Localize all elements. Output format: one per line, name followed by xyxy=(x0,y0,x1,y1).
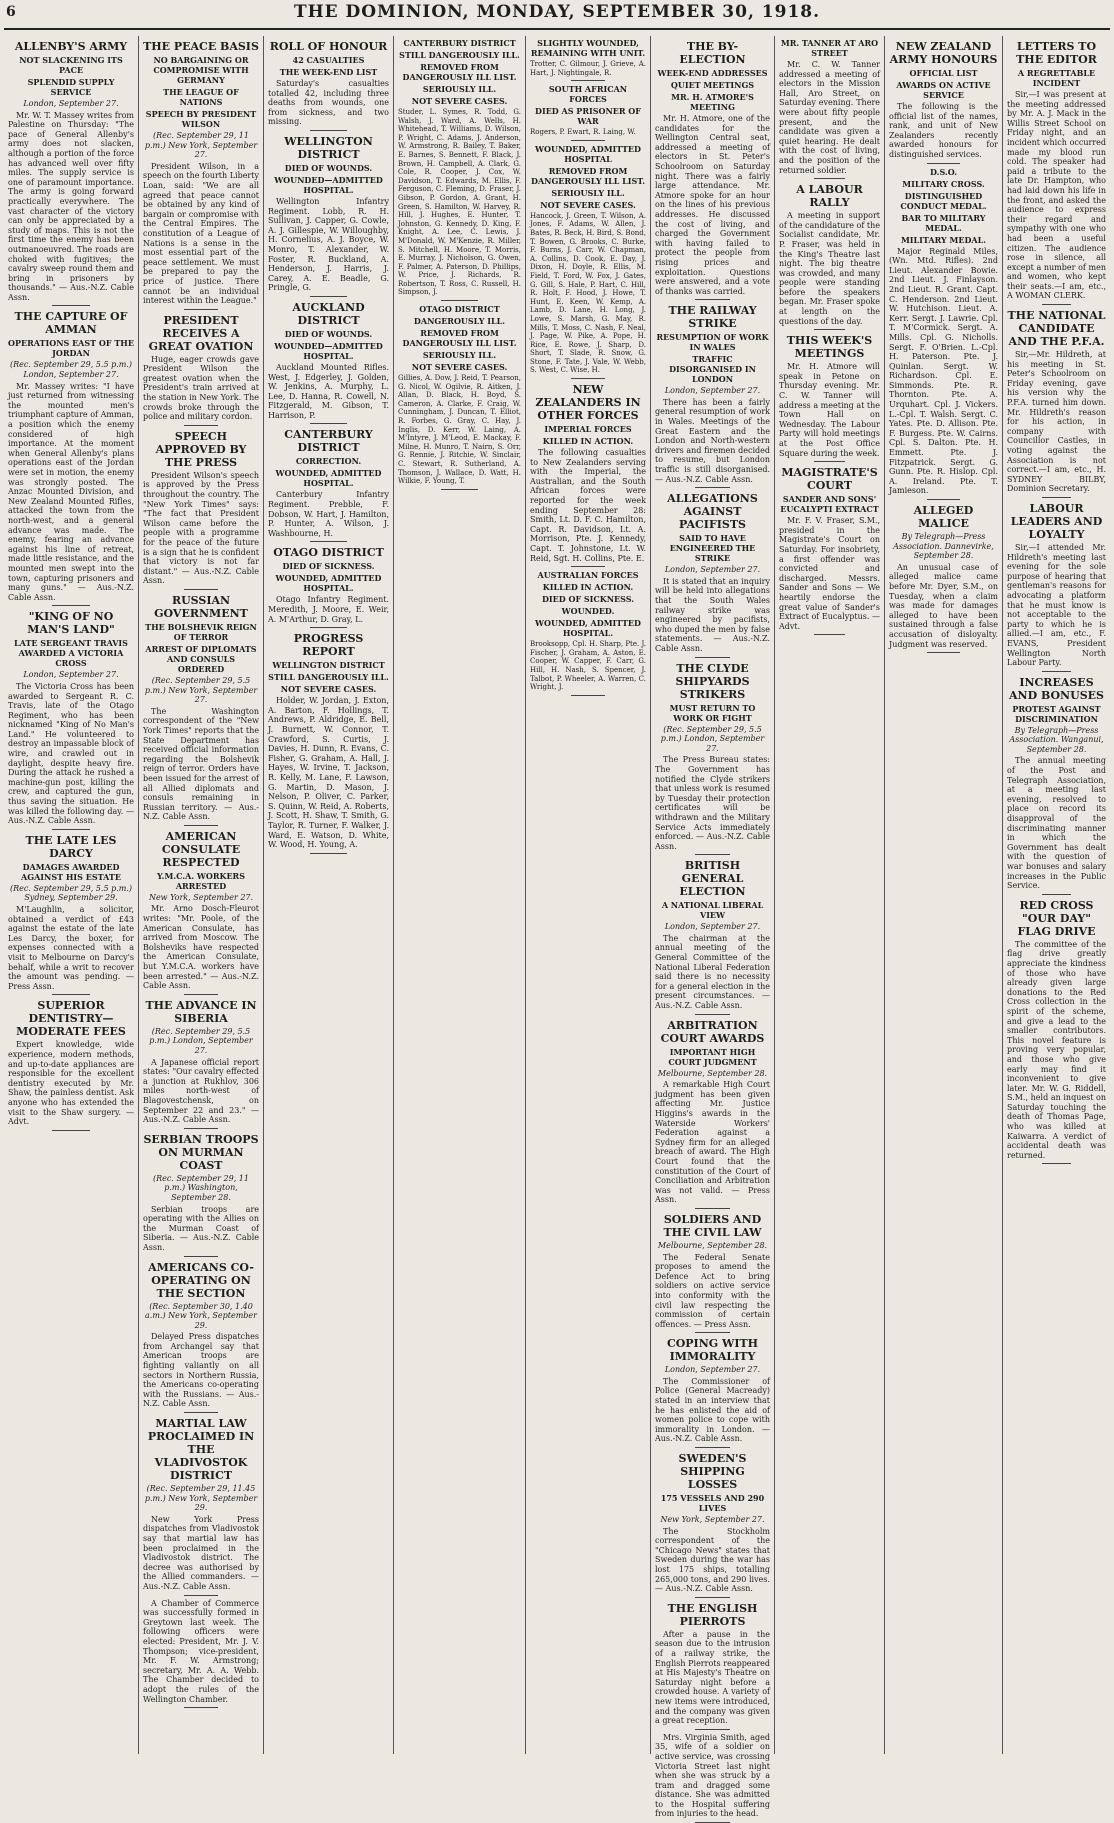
article xyxy=(1007,40,1106,305)
article-subheading: QUIET MEETINGS xyxy=(670,80,755,90)
article-dateline: New York, September 27. xyxy=(660,1515,765,1525)
article-body: Mrs. Virginia Smith, aged 35, wife of a soldier on active service, was crossing Victoria Street last night when she was struck by a tram and dragged some distance. She was admitted to the Hospital suffering from injuries to the head. xyxy=(655,1732,770,1819)
article xyxy=(143,314,259,426)
article xyxy=(143,430,259,590)
article-divider xyxy=(184,994,219,995)
article-subheading: A NATIONAL LIBERAL VIEW xyxy=(661,900,764,921)
newspaper-columns xyxy=(4,36,1110,1819)
article-body: New York Press dispatches from Vladivostok say that martial law has been proclaimed in the Vladivostok district. The decree was authorised by the Allied commanders. — Aus.-N.Z. Cable Assn. xyxy=(143,1514,259,1591)
article-divider xyxy=(184,1595,219,1596)
article-heading: AUCKLAND DISTRICT xyxy=(292,300,365,327)
article-subheading: DIED OF SICKNESS. xyxy=(282,561,375,572)
article-subheading: WEEK-END ADDRESSES xyxy=(657,68,768,78)
article-body: The Washington correspondent of the "New York Times" reports that the State Department has received official information regarding the Bolshevik reign of terror. Orders have been issued for the arrest of all Allied diplomats and consuls remaining in Russian territory. — Aus.-N.Z. Cable Assn. xyxy=(143,706,259,822)
article-body: The Commissioner of Police (General Macready) stated in an interview that he has enlisted the aid of women police to cope with immorality in London. — Aus.-N.Z. Cable Assn. xyxy=(655,1376,770,1444)
article-subheading: NOT SLACKENING ITS PACE xyxy=(19,55,123,75)
article-divider xyxy=(310,541,346,542)
article-subheading: CANTERBURY DISTRICT xyxy=(403,38,516,48)
article xyxy=(655,1452,770,1598)
article-heading: THE PEACE BASIS xyxy=(143,40,259,53)
article-divider xyxy=(310,130,346,131)
article-divider xyxy=(571,140,606,141)
article-body: The committee of the flag drive greatly appreciate the kindness of those who have already given large donations to the Red Cross collection in the spirit of the scheme, and give a lead to the smaller contributors. This novel feature is proving very popular, and those who give early may find it inconvenient to give later. Mr. W. G. Riddell, S.M., held an inquest on Saturday touching the death of Thomas Page, who was killed at Kaiwarra. A verdict of accidental death was returned. xyxy=(1007,939,1106,1160)
article-divider xyxy=(310,423,346,424)
article-subheading: IMPERIAL FORCES xyxy=(544,424,632,435)
article xyxy=(143,594,259,826)
article-subheading: OFFICIAL LIST xyxy=(909,68,978,78)
article-dateline: (Rec. September 29, 11.45 p.m.) New York, September 29. xyxy=(144,1484,258,1513)
article-subheading: SPEECH BY PRESIDENT WILSON xyxy=(145,109,257,129)
article-subheading: LATE SERGEANT TRAVIS AWARDED A VICTORIA CROSS xyxy=(14,638,128,669)
article-body: Auckland Mounted Rifles. West, J. Edgerley, J. Golden, W. Jenkins, A. Murphy, L. Lee, D. Hanna, R. Cowell, N. Fitzgerald, M. Gibson, T. Harrison, P. xyxy=(268,362,389,420)
article-divider xyxy=(695,1332,730,1333)
article-divider xyxy=(571,378,606,379)
article xyxy=(530,38,646,81)
article-subheading: WOUNDED, ADMITTED HOSPITAL. xyxy=(275,468,382,489)
article-heading: THE CLYDE SHIPYARDS STRIKERS xyxy=(675,661,750,701)
article-subheading: NOT SEVERE CASES. xyxy=(540,199,636,210)
article-subheading: A REGRETTABLE INCIDENT xyxy=(1017,68,1096,88)
article-heading: AMERICANS CO-OPERATING ON THE SECTION xyxy=(148,1260,254,1300)
article-divider xyxy=(184,589,219,590)
article-heading: SERBIAN TROOPS ON MURMAN COAST xyxy=(143,1132,259,1172)
article-body: Huge, eager crowds gave President Wilson the greatest ovation when the President's train arrived at the station in New York. The crowds broke through the police and military cordon. xyxy=(143,354,259,422)
article xyxy=(143,999,259,1129)
article xyxy=(530,383,646,567)
article-subheading: SERIOUSLY ILL. xyxy=(551,187,625,198)
article xyxy=(1007,502,1106,672)
article xyxy=(1007,899,1106,1165)
article-subheading: BAR TO MILITARY MEDAL. xyxy=(901,212,986,233)
article xyxy=(8,310,134,606)
article-divider xyxy=(52,994,90,995)
article-heading: SUPERIOR DENTISTRY—MODERATE FEES xyxy=(16,999,126,1039)
article-body: Wellington Infantry Regiment. Lobb, R. H. Sullivan, J. Capper, G. Cowle, A. J. Gillespie, W. Willoughby, H. Cornelius, A. J. Boyce, W. Monro, T. Alexander, W. Foster, R. Buckland, A. Henderson, J. Harris, J. Carey, A. E. Beadle, G. Pringle, G. xyxy=(268,196,389,293)
newspaper-column xyxy=(651,36,775,1819)
article-heading: THE ENGLISH PIERROTS xyxy=(667,1601,758,1628)
article-body: Rogers, P. Ewart, R. Laing, W. xyxy=(530,128,636,137)
article-dateline: (Rec. September 30, 1.40 a.m.) New York, September 29. xyxy=(145,1301,257,1330)
article-subheading: 42 CASUALTIES xyxy=(292,55,365,65)
article-subheading: OTAGO DISTRICT xyxy=(419,304,500,315)
article-subheading: PROTEST AGAINST DISCRIMINATION xyxy=(1012,703,1101,724)
article-body: The Victoria Cross has been awarded to Sergeant R. C. Travis, late of the Otago Regiment, who has been nicknamed "King of No Man's Land." He volunteered to destroy an impassable block of wire, and crawled out in daylight, despite heavy fire. During the attack he rushed a machine-gun post, killing the crew, and captured the gun, thus saving the situation. He was killed the following day. — Aus.-N.Z. Cable Assn. xyxy=(8,681,134,826)
masthead-rule xyxy=(4,28,1110,30)
article-dateline: London, September 27. xyxy=(664,922,761,932)
article-body: Brooksopp, Cpl. H. Sharp, Pte. J. Fischer, J. Graham, A. Aston, E. Cooper, W. Capper, F. Carr, G. Hill, H. Nash, S. Spencer, J. Talbot, P. Wheeler, A. Warren, C. Wright, J. xyxy=(530,640,646,692)
article xyxy=(655,1337,770,1448)
article-heading: CANTERBURY DISTRICT xyxy=(284,428,373,455)
newspaper-column xyxy=(885,36,1003,1754)
article-heading: BRITISH GENERAL ELECTION xyxy=(679,859,746,899)
article xyxy=(530,570,646,696)
article-heading: RUSSIAN GOVERNMENT xyxy=(154,593,248,620)
newspaper-column xyxy=(139,36,264,1754)
article-subheading: MILITARY CROSS. xyxy=(902,178,985,189)
article-subheading: STILL DANGEROUSLY ILL. xyxy=(268,672,389,683)
article-divider xyxy=(571,566,606,567)
article-divider xyxy=(310,853,346,854)
article-dateline: Melbourne, September 28. xyxy=(657,1240,768,1250)
article-subheading: DANGEROUSLY ILL. xyxy=(413,316,506,327)
article xyxy=(655,1213,770,1333)
article-subheading: SAID TO HAVE ENGINEERED THE STRIKE xyxy=(669,533,756,564)
article-heading: THE ADVANCE IN SIBERIA xyxy=(145,998,257,1025)
article-heading: OTAGO DISTRICT xyxy=(273,546,384,560)
article-divider xyxy=(310,627,346,628)
article-heading: MAGISTRATE'S COURT xyxy=(781,466,878,493)
masthead xyxy=(0,0,1114,34)
page-number: 6 xyxy=(6,4,16,20)
article-body: M'Laughlin, a solicitor, obtained a verdict of £43 against the estate of the late Les Darcy, the boxer, for expenses connected with a visit to Melbourne on Darcy's behalf, while a writ to recover the amount was pending. — Press Assn. xyxy=(8,905,134,991)
article-dateline: New York, September 27. xyxy=(148,892,254,902)
article-divider xyxy=(814,329,844,330)
article-subheading: THE BOLSHEVIK REIGN OF TERROR xyxy=(145,621,257,642)
article xyxy=(143,1599,259,1709)
article-subheading: 175 VESSELS AND 290 LIVES xyxy=(660,1493,765,1514)
article-body: President Wilson's speech is approved by the Press throughout the country. The "New York Times" says: "The fact that President Wilson came before the people with a programme for the peace of the future is a sign that he is confident that victory is not far distant." — Aus.-N.Z. Cable Assn. xyxy=(143,470,259,586)
article-body: The following casualties to New Zealanders serving with the Imperial, the Australian, and the South African forces were reported for the week ending September 28: Smith, Lt. D. F. C. Hamilton, Capt. R. Davidson, Lt. A. Morrison, Pte. J. Kennedy, Capt. T. Johnstone, Lt. W. Reid, Sgt. H. Collins, Pte. E. xyxy=(530,448,646,563)
article-body: Serbian troops are operating with the Allies on the Murman Coast of Siberia. — Aus.-N.Z. Cable Assn. xyxy=(143,1204,259,1252)
article xyxy=(779,38,880,179)
article-divider xyxy=(184,825,219,826)
article-heading: WELLINGTON DISTRICT xyxy=(284,134,373,161)
article-body: Saturday's casualties totalled 42, including three deaths from wounds, one from sickness, and two missing. xyxy=(268,79,389,127)
article-divider xyxy=(1042,894,1072,895)
article xyxy=(268,428,389,542)
article-heading: NEW ZEALANDERS IN OTHER FORCES xyxy=(535,383,641,423)
article-subheading: DIED OF WOUNDS. xyxy=(284,328,373,339)
article-heading: ARBITRATION COURT AWARDS xyxy=(660,1018,765,1045)
article-divider xyxy=(184,425,219,426)
article-subheading: AWARDS ON ACTIVE SERVICE xyxy=(896,80,991,100)
newspaper-column xyxy=(1003,36,1110,1754)
article xyxy=(143,1133,259,1257)
article-body: A Japanese official report states: "Our cavalry effected a junction at Rukhlov, 306 miles north-west of Blagovestchensk, on September 22 and 23." — Aus.-N.Z. Cable Assn. xyxy=(143,1057,259,1125)
article xyxy=(889,40,998,164)
article-divider xyxy=(52,305,90,306)
article-subheading: MUST RETURN TO WORK OR FIGHT xyxy=(669,702,756,723)
article xyxy=(530,84,646,141)
article-heading: LETTERS TO THE EDITOR xyxy=(1016,40,1097,66)
article-subheading: CORRECTION. xyxy=(295,456,362,467)
article-body: Delayed Press dispatches from Archangel say that American troops are fighting valiantly on all sectors in Northern Russia, the Americans co-operating with the Russians. — Aus.-N.Z. Cable Assn. xyxy=(143,1332,259,1409)
article-subheading: DIED OF SICKNESS. xyxy=(541,594,635,605)
article-body: Major Reginald Miles, (Wn. Mtd. Rifles). 2nd Lieut. Alexander Bowie. 2nd Lieut. J. Finlayson. 2nd Lieut. R. Grant. Capt. C. Henderson. 2nd Lieut. W. Hutchison. Lieut. A. Kerr. Sergt. J. Lawrie. Cpl. T. M'Cormick. Sergt. A. Mills. Cpl. G. Nicholls. Sergt. F. O'Brien. L.-Cpl. H. Paterson. Pte. J. Quinlan. Sergt. W. Richardson. Cpl. E. Simmonds. Pte. R. Thornton. Pte. A. Urquhart. Cpl. J. Vickers. L.-Cpl. T. Walsh. Sergt. C. Yates. Pte. D. Allison. Pte. F. Burgess. Pte. W. Cairns. Cpl. S. Dalton. Pte. H. Emmett. Pte. J. Fitzpatrick. Sergt. G. Gunn. Pte. R. Hislop. Cpl. A. Ireland. Pte. T. Jamieson. xyxy=(889,246,998,496)
article-dateline: By Telegraph—Press Association. Wanganui, September 28. xyxy=(1009,725,1104,754)
article xyxy=(143,830,259,995)
article xyxy=(779,183,880,330)
article-heading: THE BY-ELECTION xyxy=(679,40,746,66)
article-subheading: KILLED IN ACTION. xyxy=(542,436,634,447)
article-divider xyxy=(695,657,730,658)
article-subheading: WOUNDED, ADMITTED HOSPITAL. xyxy=(535,618,641,639)
article-subheading: REMOVED FROM DANGEROUSLY ILL LIST. xyxy=(531,165,645,186)
article-divider xyxy=(1042,1163,1072,1164)
article-heading: INCREASES AND BONUSES xyxy=(1009,675,1104,702)
newspaper-column xyxy=(4,36,139,1754)
article-subheading: REMOVED FROM DANGEROUSLY ILL LIST. xyxy=(402,328,517,349)
article-dateline: (Rec. September 29, 11 p.m.) Washington, September 28. xyxy=(153,1173,249,1202)
article xyxy=(655,662,770,856)
article-body: President Wilson, in a speech on the fourth Liberty Loan, said: "We are all agreed that peace cannot be obtained by any kind of bargain or compromise with the Central Empires. The constitution of a League of Nations is a sense in the most essential part of the peace settlement. We must be prepared to pay the price of justice. There cannot be an individual interest within the League." xyxy=(143,161,259,306)
article-divider xyxy=(441,489,478,490)
article-divider xyxy=(695,487,730,488)
newspaper-column xyxy=(526,36,651,1754)
article-body: There has been a fairly general resumption of work in Wales. Meetings of the Great Eastern and the London and North-western drivers and firemen decided to resume, but London traffic is still disorganised. — Aus.-N.Z. Cable Assn. xyxy=(655,397,770,484)
article-subheading: WELLINGTON DISTRICT xyxy=(272,660,385,671)
article-subheading: SANDER AND SONS' EUCALYPTI EXTRACT xyxy=(780,494,879,515)
article xyxy=(655,1602,770,1730)
article-subheading: DAMAGES AWARDED AGAINST HIS ESTATE xyxy=(21,861,121,882)
article-body: Sir,—I was present at the meeting addressed by Mr. A. J. Mack in the Willis Street School on Friday night, and an incident which occurred made my blood run cold. The speaker had paid a tribute to the late Dr. Hampton, who had laid down his life in the front, and asked the audience to express their regard and sympathy with one who had been a useful citizen. The audience rose in silence, all except a number of men and women, who kept their seats.—I am, etc., A WOMAN CLERK. xyxy=(1007,90,1106,301)
article-divider xyxy=(52,605,90,606)
article-dateline: London, September 27. xyxy=(23,670,119,680)
newspaper-column xyxy=(264,36,394,1754)
article xyxy=(8,834,134,996)
article-divider xyxy=(695,1208,730,1209)
article-subheading: NOT SEVERE CASES. xyxy=(411,96,508,106)
article-divider xyxy=(184,1412,219,1413)
article-body: A Chamber of Commerce was successfully formed in Greytown last week. The following officers were elected: President, Mr. J. V. Thompson; vice-president, Mr. F. W. Armstrong; secretary, Mr. A. A. Webb. The Chamber decided to adopt the rules of the Wellington Chamber. xyxy=(143,1598,259,1704)
article-subheading: WOUNDED, ADMITTED HOSPITAL xyxy=(535,143,641,164)
article-body: Studer, L. Symes, R. Todd, G. Walsh, J. Ward, A. Wells, H. Whitehead, T. Williams, D. Wilson, P. Wright, C. Adams, J. Anderson, W. Armstrong, R. Bailey, T. Baker, E. Barnes, S. Bennett, F. Black, J. Brown, H. Campbell, A. Clark, G. Cole, R. Cooper, J. Cox, W. Davidson, T. Edwards, M. Ellis, F. Ferguson, C. Fleming, D. Fraser, J. Gibson, P. Gordon, A. Grant, H. Green, S. Hamilton, W. Harvey, R. Hill, J. Hughes, E. Hunter, T. Johnston, G. Kennedy, D. King, F. Knight, A. Lee, C. Lewis, J. M'Donald, W. M'Kenzie, R. Miller, S. Mitchell, H. Moore, T. Morris, E. Murray, J. Nicholson, G. Owen, F. Palmer, A. Paterson, D. Phillips, W. Price, J. Richards, R. Robertson, T. Ross, C. Russell, H. Simpson, J. xyxy=(398,108,521,297)
article-divider xyxy=(695,1729,730,1730)
article-subheading: MR. TANNER AT ARO STREET xyxy=(780,38,879,58)
article-heading: ALLEGED MALICE xyxy=(913,504,974,530)
article-divider xyxy=(927,163,960,164)
article-body: Canterbury Infantry Regiment. Prebble, F. Dobson, W. Hart, J. Hamilton, P. Hunter, A. Wilson, J. Washbourne, H. xyxy=(268,490,389,538)
article-subheading: KILLED IN ACTION. xyxy=(542,582,634,593)
article-body: Otago Infantry Regiment. Meredith, J. Moore, E. Weir, A. M'Arthur, D. Gray, L. xyxy=(268,595,389,624)
article-body: A remarkable High Court judgment has been given affecting Mr. Justice Higgins's awards in the Waterside Workers' Federation against a Sydney firm for an alleged breach of award. The High Court found that the constitution of the Court of Conciliation and Arbitration was not valid. — Press Assn. xyxy=(655,1080,770,1205)
article-subheading: WOUNDED—ADMITTED HOSPITAL. xyxy=(274,340,383,361)
article-subheading: THE WEEK-END LIST xyxy=(279,67,378,77)
article-body: A meeting in support of the candidature of the Socialist candidate, Mr. P. Fraser, was held in the King's Theatre last night. The big theatre was crowded, and many people were standing before the speakers began. Mr. Fraser spoke at length on the questions of the day. xyxy=(779,211,880,326)
article-body: Hancock, J. Green, T. Wilson, A. Jones, F. Adams, W. Allen, J. Bates, R. Beck, H. Bird, S. Bond, T. Bowen, G. Brooks, C. Burke, F. Burns, J. Carr, W. Chapman, A. Collins, D. Cook, E. Day, J. Dixon, H. Doyle, R. Ellis, M. Field, T. Ford, W. Fox, J. Gates, G. Gill, S. Hale, P. Hart, C. Hill, R. Holt, F. Hood, J. Howe, T. Hunt, E. Keen, W. Kemp, A. Lamb, D. Lane, H. Long, J. Lowe, S. Marsh, G. May, R. Mills, T. Moss, C. Nash, F. Neal, J. Page, W. Pike, A. Pope, H. Rice, E. Rowe, J. Sharp, D. Short, T. Slade, R. Snow, G. Stone, F. Tate, J. Vale, W. Webb, S. West, C. Wise, H. xyxy=(530,211,646,375)
article xyxy=(655,1019,770,1209)
article-heading: ROLL OF HONOUR xyxy=(269,40,388,53)
article-heading: MARTIAL LAW PROCLAIMED IN THE VLADIVOSTOK DISTRICT xyxy=(147,1417,255,1483)
article-divider xyxy=(814,461,844,462)
article-subheading: TRAFFIC DISORGANISED IN LONDON xyxy=(669,354,756,385)
article-body: Mr. W. T. Massey writes from Palestine on Thursday: "The pace of General Allenby's army does not slacken, although a portion of the force has advanced well over fifty miles. The supply service is one of paramount importance. The army is going forward practically everywhere. The vast character of the victory can only be appreciated by a study of maps. This is not the first time the enemy has been outmanoeuvred. The roads are choked with fugitives; the cavalry sweep round them and bring in prisoners by thousands." — Aus.-N.Z. Cable Assn. xyxy=(8,110,134,302)
article xyxy=(268,301,389,425)
article-subheading: SLIGHTLY WOUNDED, REMAINING WITH UNIT. xyxy=(530,38,646,58)
article-divider xyxy=(927,499,960,500)
article-body: Mr. H. Atmore will speak in Petone on Thursday evening. Mr. C. W. Tanner will address a meeting at the Town Hall on Wednesday. The Labour Party will hold meetings at the Post Office Square during the week. xyxy=(779,362,880,458)
article-divider xyxy=(814,178,844,179)
article xyxy=(8,40,134,306)
article-heading: PROGRESS REPORT xyxy=(293,632,364,659)
article-dateline: London, September 27. xyxy=(664,565,761,575)
article-body: Mr. F. V. Fraser, S.M., presided in the Magistrate's Court on Saturday. For insobriety, a first offender was convicted and discharged. Messrs. Sander and Sons — We heartily endorse the great value of Sander's Extract of Eucalyptus. — Advt. xyxy=(779,516,880,631)
article xyxy=(655,1733,770,1823)
article xyxy=(268,40,389,131)
article-heading: ALLEGATIONS AGAINST PACIFISTS xyxy=(667,492,758,532)
article-subheading: NOT SEVERE CASES. xyxy=(280,684,377,695)
article xyxy=(8,610,134,830)
article-divider xyxy=(695,1014,730,1015)
article xyxy=(655,859,770,1014)
article xyxy=(889,167,998,500)
article-divider xyxy=(184,309,219,310)
article-body: After a pause in the season due to the intrusion of a railway strike, the English Pierrots reappeared at His Majesty's Theatre on Saturday night before a crowded house. A variety of new items were introduced, and the company was given a great reception. xyxy=(655,1629,770,1726)
article-body: Mr. H. Atmore, one of the candidates for the Wellington Central seat, addressed a meeting of electors in St. Peter's Schoolroom on Saturday night. There was a fairly large attendance. Mr. Atmore spoke for an hour on the lines of his previous addresses. He discussed the cost of living, and charged the Government with having failed to protect the people from rising prices and exploitation. Questions were answered, and a vote of thanks was carried. xyxy=(655,114,770,296)
article-body: The Federal Senate proposes to amend the Defence Act to bring soldiers on active service into conformity with the civil law respecting the commission of certain offences. — Press Assn. xyxy=(655,1252,770,1329)
article-subheading: MR. H. ATMORE'S MEETING xyxy=(671,92,754,112)
article-divider xyxy=(1042,304,1072,305)
article-divider xyxy=(310,296,346,297)
article-heading: THE CAPTURE OF AMMAN xyxy=(14,310,128,337)
article-subheading: NOT SEVERE CASES. xyxy=(411,362,508,373)
article xyxy=(530,144,646,379)
article-subheading: STILL DANGEROUSLY ILL. xyxy=(399,50,520,60)
article-body: The Press Bureau states: The Government has notified the Clyde strikers that unless work is resumed by Tuesday their protection certificates will be withdrawn and the Military Service Acts immediately enforced. — Aus.-N.Z. Cable Assn. xyxy=(655,755,770,851)
article-subheading: MILITARY MEDAL. xyxy=(900,234,987,245)
article-dateline: London, September 27. xyxy=(23,99,119,108)
article-dateline: (Rec. September 29, 11 p.m.) New York, September 27. xyxy=(144,131,258,160)
article-divider xyxy=(52,1130,90,1131)
newspaper-column xyxy=(775,36,885,1754)
article-heading: "KING OF NO MAN'S LAND" xyxy=(27,610,115,637)
article-subheading: D.S.O. xyxy=(930,166,957,177)
article-heading: RED CROSS "OUR DAY" FLAG DRIVE xyxy=(1017,898,1096,938)
article xyxy=(655,492,770,657)
article xyxy=(655,40,770,300)
article-subheading: AUSTRALIAN FORCES xyxy=(537,570,639,581)
article-body: The following is the official list of the names, rank, and unit of New Zealanders recently awarded honours for distinguished services. xyxy=(889,102,998,159)
article-divider xyxy=(441,300,478,301)
article xyxy=(1007,676,1106,895)
article-body: Mr. C. W. Tanner addressed a meeting of electors in the Mission Hall, Aro Street, on Saturday evening. There were about fifty people present, and the candidate was given a quiet hearing. He dealt with the cost of living, and the position of the returned soldier. xyxy=(779,60,880,175)
article-body: The Stockholm correspondent of the "Chicago News" states that Sweden during the war has lost 175 ships, totalling 265,000 tons, and 290 lives. — Aus.-N.Z. Cable Assn. xyxy=(655,1526,770,1594)
article-body: Holder, W. Jordan, J. Exton, A. Barton, F. Hollings, T. Andrews, P. Aldridge, E. Bell, J. Burnett, W. Connor, T. Crawford, S. Curtis, J. Davies, H. Dunn, R. Evans, C. Fisher, G. Graham, A. Hall, J. Hayes, W. Irvine, T. Jackson, R. Kelly, M. Lane, F. Lawson, G. Martin, D. Mason, J. Nelson, P. Oliver, C. Parker, S. Quinn, W. Reid, A. Roberts, J. Scott, H. Shaw, T. Smith, G. Taylor, R. Turner, F. Walker, J. Ward, E. Watson, D. White, W. Wood, H. Young, A. xyxy=(268,696,389,850)
article-subheading: IMPORTANT HIGH COURT JUDGMENT xyxy=(668,1046,757,1067)
article-body: Gillies, A. Dow, J. Reid, T. Pearson, G. Nicol, W. Ogilvie, R. Aitken, J. Allan, D. Black, H. Boyd, S. Cameron, A. Clarke, F. Craig, W. Cunningham, J. Duncan, T. Elliot, R. Forbes, G. Gray, C. Hay, J. Inglis, D. Kerr, W. Laing, A. M'Intyre, J. M'Leod, E. Mackay, F. Milne, H. Munro, T. Nairn, S. Orr, G. Rennie, J. Ritchie, W. Sinclair, C. Stewart, R. Sutherland, A. Thomson, J. Wallace, D. Watt, H. Wilkie, F. Young, T. xyxy=(398,374,521,486)
article-body: The annual meeting of the Post and Telegraph Association, at a meeting last evening, resolved to place on record its disapproval of the discriminating manner in which the Government has dealt with the question of war bonuses and salary increases in the Public Service. xyxy=(1007,756,1106,891)
article-subheading: DIED OF WOUNDS. xyxy=(284,162,373,173)
article-body: Trotter, C. Gilmour, J. Grieve, A. Hart, J. Nightingale, R. xyxy=(530,60,646,77)
article-subheading: WOUNDED—ADMITTED HOSPITAL. xyxy=(274,174,383,195)
article-divider xyxy=(1042,671,1072,672)
article-divider xyxy=(571,695,606,696)
article xyxy=(398,38,521,301)
article xyxy=(268,546,389,628)
article-subheading: SOUTH AFRICAN FORCES xyxy=(548,84,628,105)
article-subheading: WOUNDED, ADMITTED HOSPITAL. xyxy=(275,573,382,594)
article-heading: SOLDIERS AND THE CIVIL LAW xyxy=(663,1212,762,1239)
article-heading: SPEECH APPROVED BY THE PRESS xyxy=(155,429,247,469)
article-divider xyxy=(814,634,844,635)
article-dateline: London, September 27. xyxy=(664,1365,761,1375)
article-divider xyxy=(184,1128,219,1129)
article-divider xyxy=(1042,497,1072,498)
article xyxy=(779,334,880,462)
article-body: Sir,—Mr. Hildreth, at his meeting in St. Peter's Schoolroom on Friday evening, gave his version why the P.F.A. turned him down. Mr. Hildreth's reason for his action, in company with Councillor Castles, in voting against the Association is not correct.—I am, etc., H. SYDNEY BILBY, Dominion Secretary. xyxy=(1007,350,1106,494)
article xyxy=(1007,309,1106,498)
article xyxy=(268,632,389,854)
article-subheading: THE LEAGUE OF NATIONS xyxy=(163,87,239,107)
article-subheading: DIED AS PRISONER OF WAR xyxy=(535,106,641,127)
article-dateline: (Rec. September 29, 5.5 p.m.) London, September 27. xyxy=(660,724,765,753)
article-dateline: (Rec. September 29, 5.5 p.m.) New York, September 27. xyxy=(144,675,258,705)
article-dateline: (Rec. September 29, 5.5 p.m.) London, September 27. xyxy=(149,1026,253,1055)
article-dateline: (Rec. September 29, 5.5 p.m.) Sydney, September 29. xyxy=(10,883,132,903)
article-subheading: SERIOUSLY ILL. xyxy=(422,84,497,94)
article-subheading: ARREST OF DIPLOMATS AND CONSULS ORDERED xyxy=(145,643,257,674)
article-subheading: Y.M.C.A. WORKERS ARRESTED xyxy=(157,870,245,891)
article-dateline: (Rec. September 29, 5.5 p.m.) London, September 27. xyxy=(10,360,132,380)
article-heading: LABOUR LEADERS AND LOYALTY xyxy=(1010,501,1103,541)
article-heading: THE RAILWAY STRIKE xyxy=(668,304,757,331)
article xyxy=(398,304,521,490)
article-heading: SWEDEN'S SHIPPING LOSSES xyxy=(678,1452,747,1492)
article xyxy=(889,504,998,653)
article-divider xyxy=(184,1256,219,1257)
article-subheading: NO BARGAINING OR COMPROMISE WITH GERMANY xyxy=(153,55,249,85)
article-divider xyxy=(184,1707,219,1708)
newspaper-column xyxy=(394,36,526,1754)
article xyxy=(143,1417,259,1596)
article-heading: PRESIDENT RECEIVES A GREAT OVATION xyxy=(148,313,254,353)
article-subheading: REMOVED FROM DANGEROUSLY ILL LIST. xyxy=(402,62,517,82)
article xyxy=(655,304,770,488)
article-subheading: SERIOUSLY ILL. xyxy=(422,350,497,361)
article-body: Expert knowledge, wide experience, modern methods, and up-to-date appliances are responsible for the excellent dentistry executed by Mr. Shaw, the painless dentist. Ask anyone who has extended the visit to the Shaw surgery. — Advt. xyxy=(8,1040,134,1127)
article-body: Mr. Massey writes: "I have just returned from witnessing the mounted men's triumphant capture of Amman, a position which the enemy considered of high importance. At the moment when General Allenby's plans operations east of the Jordan were set in motion, the enemy was strongly posted. The Anzac Mounted Division, and New Zealand Mounted Rifles, attacked the town from the north-west, and a general advance was made. The enemy, fearing an advance against his line of retreat, made little resistance, and the mounted men swept into the town, capturing prisoners and many guns." — Aus.-N.Z. Cable Assn. xyxy=(8,381,134,602)
article-divider xyxy=(695,854,730,855)
article-heading: A LABOUR RALLY xyxy=(796,183,863,210)
article-subheading: OPERATIONS EAST OF THE JORDAN xyxy=(8,338,134,359)
article-divider xyxy=(695,1447,730,1448)
article-divider xyxy=(927,652,960,653)
article xyxy=(268,135,389,297)
article-heading: COPING WITH IMMORALITY xyxy=(666,1337,759,1364)
article-divider xyxy=(695,1597,730,1598)
article-heading: THE LATE LES DARCY xyxy=(25,833,117,860)
article-subheading: WOUNDED. xyxy=(561,606,615,617)
article-heading: THIS WEEK'S MEETINGS xyxy=(786,334,873,361)
article-heading: NEW ZEALAND ARMY HONOURS xyxy=(889,40,998,66)
article xyxy=(779,466,880,635)
article-subheading: DISTINGUISHED CONDUCT MEDAL. xyxy=(900,190,987,211)
article-divider xyxy=(695,299,730,300)
article-divider xyxy=(52,829,90,830)
article-body: It is stated that an inquiry will be held into allegations that the South Wales railway strike was engineered by pacifists, who duped the men by false statements. — Aus.-N.Z. Cable Assn. xyxy=(655,576,770,653)
article-subheading: RESUMPTION OF WORK IN WALES xyxy=(656,332,769,353)
article-dateline: By Telegraph—Press Association. Dannevirke, September 28. xyxy=(893,532,994,561)
article-subheading: SPLENDID SUPPLY SERVICE xyxy=(27,77,115,97)
article-body: Sir,—I attended Mr. Hildreth's meeting last evening for the sole purpose of hearing that gentleman's reasons for advocating a platform that he must know is not acceptable to the party to which he is allied.—I am, etc., F. EVANS, President Wellington North Labour Party. xyxy=(1007,542,1106,668)
article-heading: AMERICAN CONSULATE RESPECTED xyxy=(161,829,241,869)
article-body: An unusual case of alleged malice came before Mr. Dyer, S.M., on Tuesday, when a claim was made for damages alleged to have been sustained through a false accusation of disloyalty. Judgment was reserved. xyxy=(889,562,998,649)
article-body: Mr. Arno Dosch-Fleurot writes: "Mr. Poole, of the American Consulate, has arrived from Moscow. The Bolsheviks have respected the American Consulate, but Y.M.C.A. workers have been arrested." — Aus.-N.Z. Cable Assn. xyxy=(143,904,259,991)
article-heading: THE NATIONAL CANDIDATE AND THE P.F.A. xyxy=(1007,309,1106,349)
article-dateline: Melbourne, September 28. xyxy=(657,1068,768,1078)
article xyxy=(8,999,134,1130)
article-body: The chairman at the annual meeting of the General Committee of the National Liberal Federation said there is no necessity for a general election in the present circumstances. — Aus.-N.Z. Cable Assn. xyxy=(655,933,770,1011)
article xyxy=(143,40,259,310)
article-dateline: London, September 27. xyxy=(664,386,761,396)
article xyxy=(143,1261,259,1414)
article-heading: ALLENBY'S ARMY xyxy=(14,40,128,53)
article-divider xyxy=(571,80,606,81)
newspaper-masthead: THE DOMINION, MONDAY, SEPTEMBER 30, 1918. xyxy=(293,2,821,22)
